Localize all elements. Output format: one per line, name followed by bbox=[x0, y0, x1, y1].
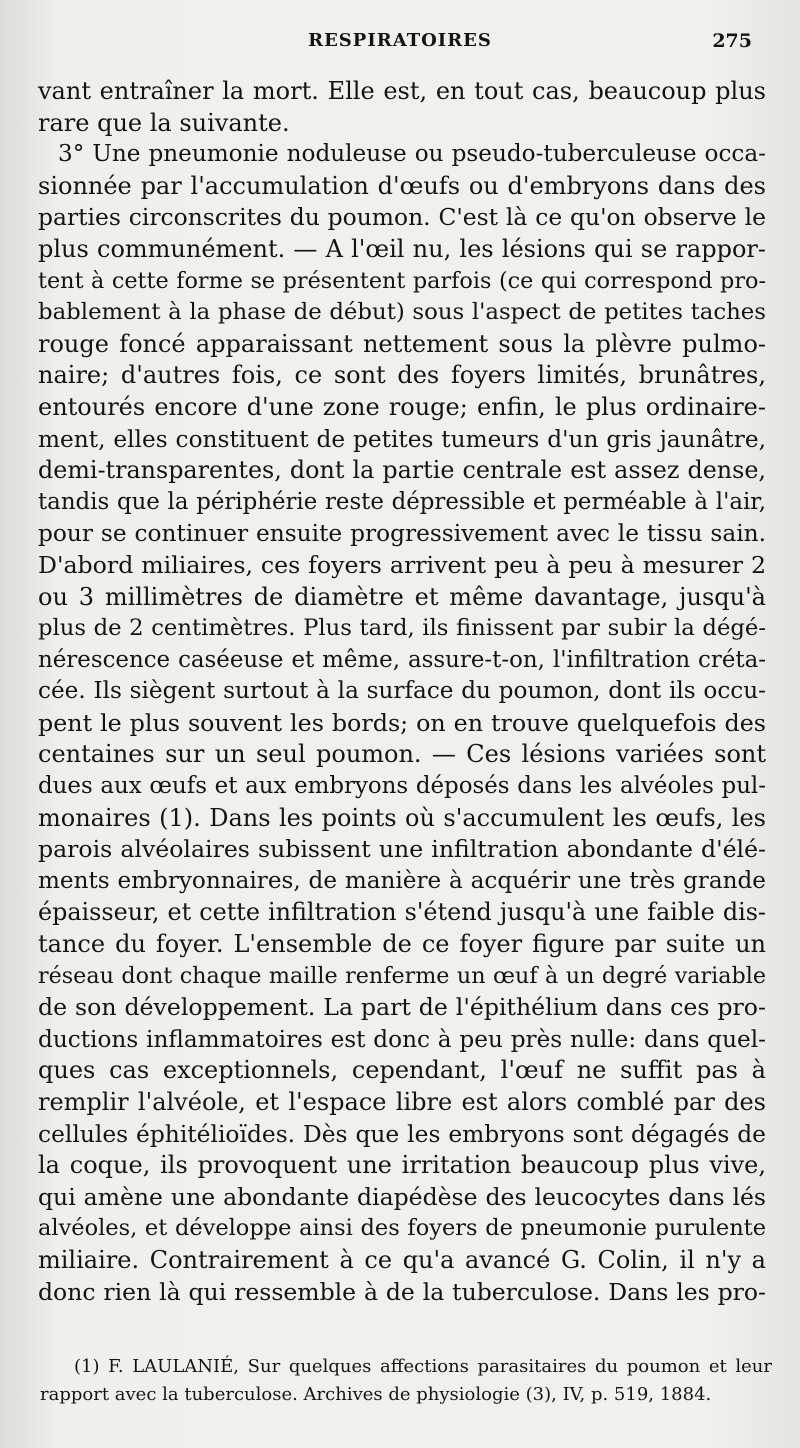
text-line: qui amène une abondante diapédèse des leucocytes dans lés bbox=[38, 1182, 766, 1211]
text-line: parois alvéolaires subissent une infiltration abondante d'élé- bbox=[38, 835, 766, 864]
footnote bbox=[40, 1353, 772, 1409]
text-line: nérescence caséeuse et même, assure-t-on, l'infiltration créta- bbox=[38, 646, 766, 673]
text-line: ou 3 millimètres de diamètre et même davantage, jusqu'à bbox=[38, 582, 766, 611]
text-line: plus communément. — A l'œil nu, les lésions qui se rappor- bbox=[38, 234, 766, 263]
text-line: alvéoles, et développe ainsi des foyers de pneumonie purulente bbox=[38, 1215, 766, 1242]
text-line: cée. Ils siègent surtout à la surface du poumon, dont ils occu- bbox=[38, 678, 766, 705]
text-line: vant entraîner la mort. Elle est, en tout cas, beaucoup plus bbox=[38, 77, 766, 105]
text-line: ques cas exceptionnels, cependant, l'œuf ne suffit pas à bbox=[38, 1056, 766, 1085]
text-line: pent le plus souvent les bords; on en trouve quelquefois des bbox=[38, 708, 766, 737]
text-line: naire; d'autres fois, ce sont des foyers limités, brunâtres, bbox=[38, 361, 766, 390]
text-line: sionnée par l'accumulation d'œufs ou d'embryons dans des bbox=[38, 171, 766, 200]
text-line: demi-transparentes, dont la partie centrale est assez dense, bbox=[38, 456, 766, 485]
text-line: tent à cette forme se présentent parfois (ce qui correspond pro- bbox=[38, 267, 766, 294]
text-line: cellules éphitélioïdes. Dès que les embryons sont dégagés de bbox=[38, 1119, 766, 1148]
text-line: ments embryonnaires, de manière à acquérir une très grande bbox=[38, 867, 766, 894]
text-line: tance du foyer. L'ensemble de ce foyer figure par suite un bbox=[38, 930, 766, 959]
text-line: entourés encore d'une zone rouge; enfin, le plus ordinaire- bbox=[38, 392, 766, 421]
text-line: 3° Une pneumonie noduleuse ou pseudo-tuberculeuse occa- bbox=[58, 141, 766, 168]
text-line: remplir l'alvéole, et l'espace libre est alors comblé par des bbox=[38, 1088, 766, 1116]
text-line: ment, elles constituent de petites tumeurs d'un gris jaunâtre, bbox=[38, 425, 766, 453]
text-line: tandis que la périphérie reste dépressible et perméable à l'air, bbox=[38, 488, 766, 515]
footnote-line: (1) F. LAULANIÉ, Sur quelques affections parasitaires du poumon et leur bbox=[74, 1356, 772, 1377]
text-line: miliaire. Contrairement à ce qu'a avancé G. Colin, il n'y a bbox=[38, 1245, 766, 1274]
text-line: monaires (1). Dans les points où s'accumulent les œufs, les bbox=[38, 803, 766, 832]
text-line: réseau dont chaque maille renferme un œuf à un degré variable bbox=[38, 962, 766, 989]
text-line: D'abord miliaires, ces foyers arrivent peu à peu à mesurer 2 bbox=[38, 550, 766, 579]
text-line: de son développement. La part de l'épithélium dans ces pro- bbox=[38, 993, 766, 1022]
footnote-line: rapport avec la tuberculose. Archives de physiologie (3), IV, p. 519, 1884. bbox=[40, 1384, 712, 1405]
text-line: donc rien là qui ressemble à de la tuberculose. Dans les pro- bbox=[38, 1277, 766, 1306]
text-line: dues aux œufs et aux embryons déposés dans les alvéoles pul- bbox=[38, 773, 766, 800]
text-line: pour se continuer ensuite progressivement avec le tissu sain. bbox=[38, 520, 766, 548]
text-line: parties circonscrites du poumon. C'est là ce qu'on observe le bbox=[38, 203, 766, 232]
text-line: bablement à la phase de début) sous l'aspect de petites taches bbox=[38, 299, 766, 326]
body-text bbox=[38, 76, 766, 1308]
text-line: la coque, ils provoquent une irritation beaucoup plus vive, bbox=[38, 1151, 766, 1180]
text-line: épaisseur, et cette infiltration s'étend jusqu'à une faible dis- bbox=[38, 898, 766, 927]
page-number: 275 bbox=[712, 30, 752, 52]
text-line: centaines sur un seul poumon. — Ces lésions variées sont bbox=[38, 740, 766, 769]
text-line: ductions inflammatoires est donc à peu près nulle: dans quel- bbox=[38, 1025, 766, 1053]
text-line: rouge foncé apparaissant nettement sous la plèvre pulmo- bbox=[38, 329, 766, 358]
text-line: plus de 2 centimètres. Plus tard, ils finissent par subir la dégé- bbox=[38, 615, 766, 642]
running-title: RESPIRATOIRES bbox=[308, 30, 492, 51]
page-header bbox=[0, 30, 800, 60]
text-line: rare que la suivante. bbox=[38, 108, 290, 137]
